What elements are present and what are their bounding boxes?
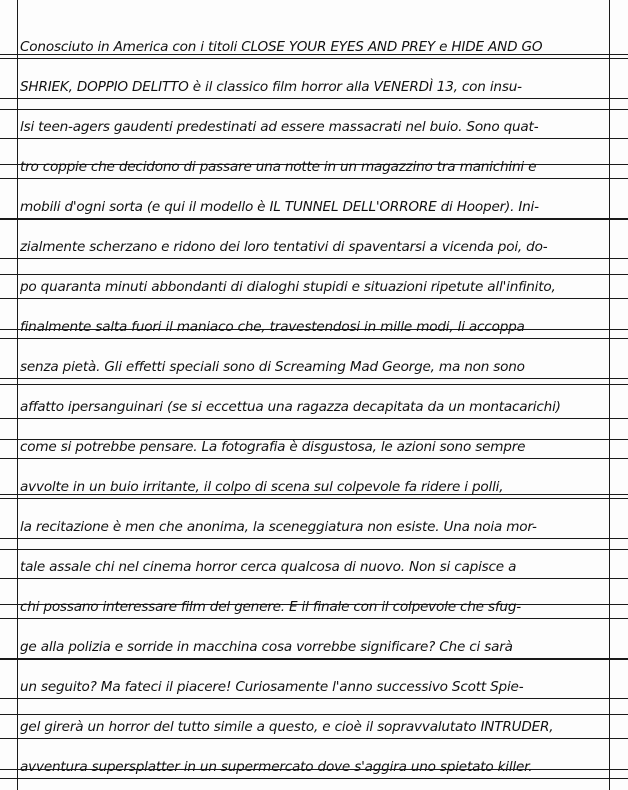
- text-line: senza pietà. Gli effetti speciali sono di Screaming Mad George, ma non sono: [20, 359, 525, 375]
- text-line: zialmente scherzano e ridono dei loro tentativi di spaventarsi a vicenda poi, do-: [20, 239, 548, 255]
- text-line: SHRIEK, DOPPIO DELITTO è il classico film horror alla VENERDÌ 13, con insu-: [20, 79, 522, 95]
- text-line: chi possano interessare film del genere. E il finale con il colpevole che sfug-: [20, 599, 521, 615]
- text-line: come si potrebbe pensare. La fotografia è disgustosa, le azioni sono sempre: [20, 439, 526, 455]
- text-line: un seguito? Ma fateci il piacere! Curiosamente l'anno successivo Scott Spie-: [20, 679, 524, 695]
- text-line: tale assale chi nel cinema horror cerca qualcosa di nuovo. Non si capisce a: [20, 559, 517, 575]
- text-line: po quaranta minuti abbondanti di dialoghi stupidi e situazioni ripetute all'infinito,: [20, 279, 556, 295]
- text-line: la recitazione è men che anonima, la sceneggiatura non esiste. Una noia mor-: [20, 519, 537, 535]
- text-line: avventura supersplatter in un supermercato dove s'aggira uno spietato killer.: [20, 759, 533, 775]
- left-margin-line: [17, 0, 18, 790]
- right-margin-line: [609, 0, 610, 790]
- text-line: ge alla polizia e sorride in macchina cosa vorrebbe significare? Che ci sarà: [20, 639, 513, 655]
- text-line: avvolte in un buio irritante, il colpo di scena sul colpevole fa ridere i polli,: [20, 479, 504, 495]
- text-line: Conosciuto in America con i titoli CLOSE YOUR EYES AND PREY e HIDE AND GO: [20, 39, 543, 55]
- text-line: finalmente salta fuori il maniaco che, travestendosi in mille modi, li accoppa: [20, 319, 525, 335]
- text-line: tro coppie che decidono di passare una notte in un magazzino tra manichini e: [20, 159, 537, 175]
- text-line: mobili d'ogni sorta (e qui il modello è IL TUNNEL DELL'ORRORE di Hooper). Ini-: [20, 199, 539, 215]
- text-line: gel girerà un horror del tutto simile a questo, e cioè il sopravvalutato INTRUDER,: [20, 719, 554, 735]
- text-line: lsi teen-agers gaudenti predestinati ad essere massacrati nel buio. Sono quat-: [20, 119, 539, 135]
- text-line: affatto ipersanguinari (se si eccettua una ragazza decapitata da un montacarichi): [20, 399, 561, 415]
